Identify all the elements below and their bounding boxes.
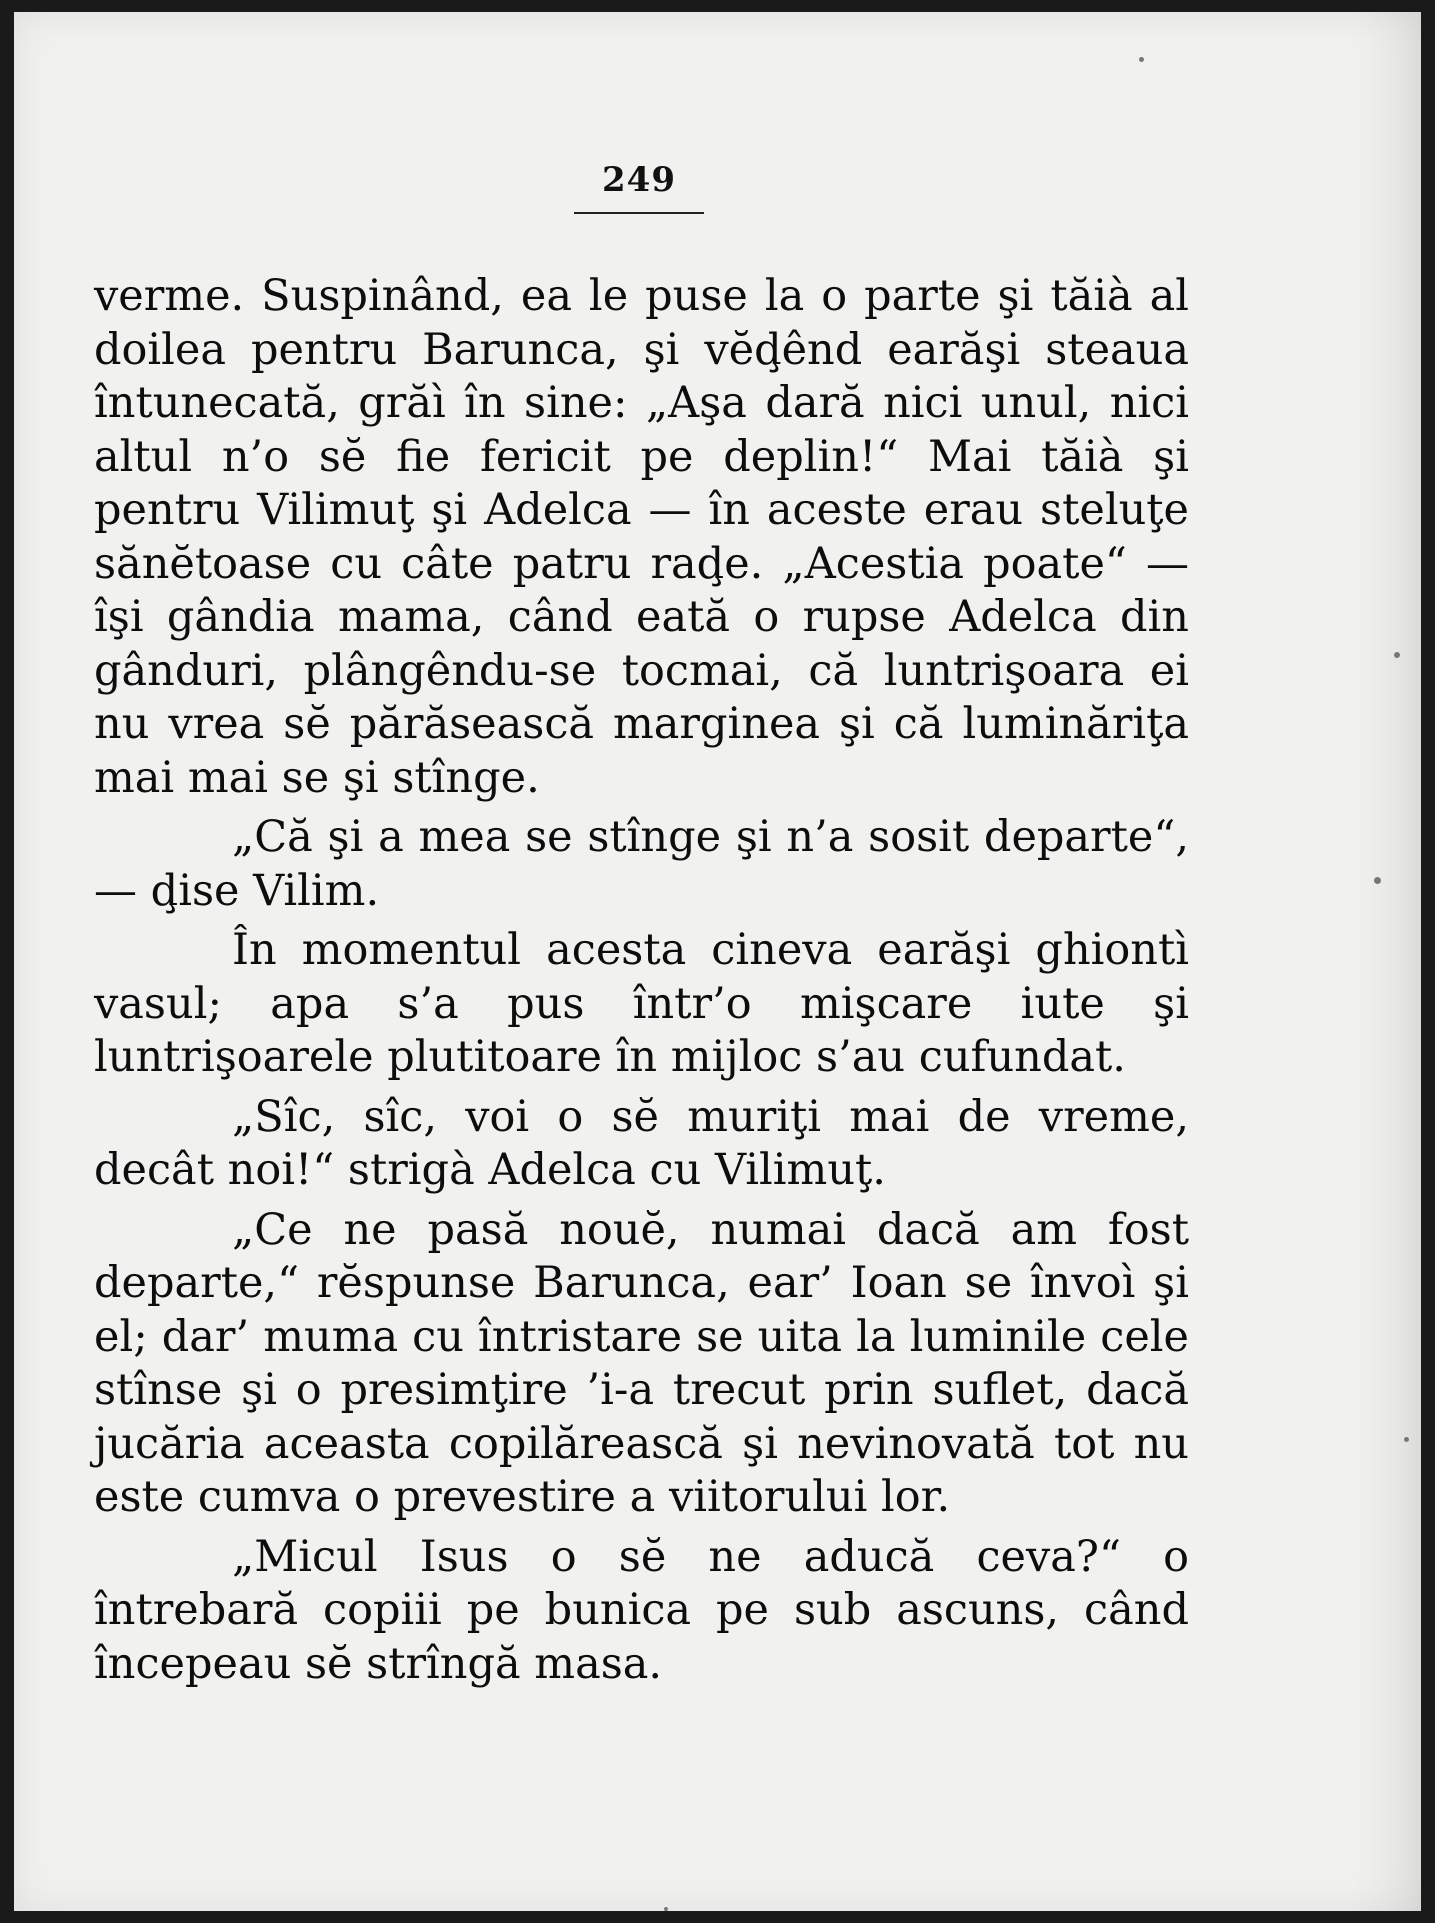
paragraph: „Sîc, sîc, voi o sĕ muriţi mai de vreme, decât noi!“ strigà Adelca cu Vilimuţ. bbox=[94, 1091, 1189, 1195]
paper-speck bbox=[1394, 652, 1400, 658]
paragraph-continuation: verme. Suspinând, ea le puse la o parte şi tăià al doilea pentru Barunca, şi vĕḑênd earăşi steaua întunecată, grăì în sine: „Aşa dară nici unul, nici altul n’o sĕ fie fericit pe deplin!“ Mai tăià şi pentru Vilimuţ şi Adelca — în aceste erau steluţe sănĕtoase cu câte patru raḑe. „Acestia poate“ — îşi gândia mama, când eată o rupse Adelca din gânduri, plângêndu-se tocmai, că luntrişoara ei nu vrea sĕ părăsească marginea şi că luminăriţa mai mai se şi stînge. bbox=[94, 271, 1189, 803]
paragraph: „Ce ne pasă nouĕ, numai dacă am fost departe,“ rĕspunse Barunca, ear’ Ioan se învoì şi el; dar’ muma cu întristare se uita la luminile cele stînse şi o presimţire ’i-a trecut prin suflet, dacă jucăria aceasta copilărească şi nevinovată tot nu este cumva o prevestire a viitorului lor. bbox=[94, 1204, 1189, 1522]
paper-speck bbox=[1404, 1437, 1409, 1442]
paper-speck bbox=[664, 1907, 668, 1911]
book-page bbox=[14, 12, 1421, 1911]
paragraph: În momentul acesta cineva earăşi ghiontì vasul; apa s’a pus într’o mişcare iute şi luntrişoarele plutitoare în mijloc s’au cufundat. bbox=[94, 925, 1189, 1082]
paragraph: „Micul Isus o sĕ ne aducă ceva?“ o întrebară copiii pe bunica pe sub ascuns, când începeau sĕ strîngă masa. bbox=[94, 1531, 1189, 1689]
page-edge-shadow bbox=[1351, 12, 1421, 1911]
body-text bbox=[94, 270, 1189, 1697]
paper-speck bbox=[1374, 877, 1381, 884]
paper-speck bbox=[1139, 57, 1144, 62]
page-number: 249 bbox=[602, 160, 676, 200]
page-number-rule bbox=[574, 212, 704, 214]
paragraph: „Că şi a mea se stînge şi n’a sosit departe“, — ḑise Vilim. bbox=[94, 812, 1189, 916]
